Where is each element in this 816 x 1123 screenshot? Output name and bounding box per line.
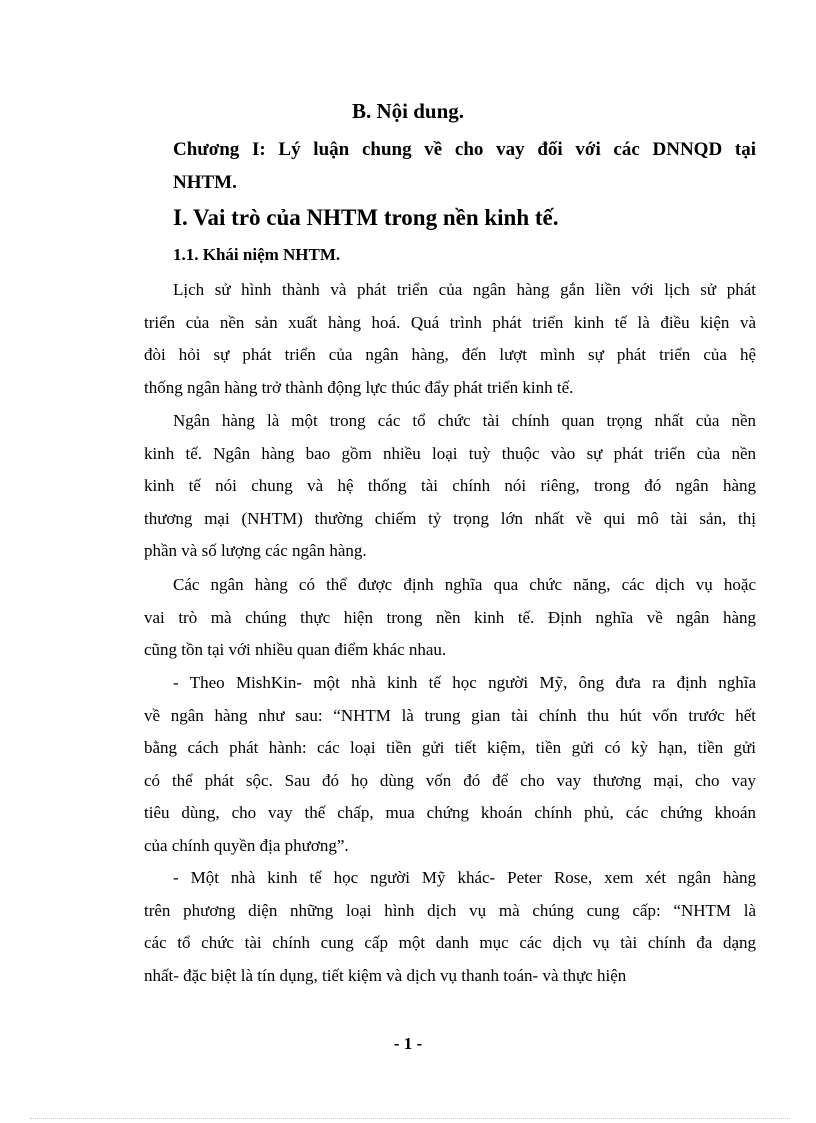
paragraph-line: trên phương diện những loại hình dịch vụ mà chúng cung cấp: “NHTM là [144,900,756,920]
paragraph-line: về ngân hàng như sau: “NHTM là trung gian tài chính thu hút vốn trước hết [144,705,756,725]
chapter-title-line-1: Chương I: Lý luận chung về cho vay đối với các DNNQD tại [173,139,756,160]
paragraph-line: kinh tế nói chung và hệ thống tài chính nói riêng, trong đó ngân hàng [144,476,756,496]
paragraph-line: của chính quyền địa phương”. [144,835,349,855]
paragraph-line: Lịch sử hình thành và phát triển của ngân hàng gắn liền với lịch sử phát [173,280,756,299]
paragraph-line: thương mại (NHTM) thường chiếm tỷ trọng lớn nhất về qui mô tài sản, thị [144,508,756,528]
paragraph-line: các tổ chức tài chính cung cấp một danh mục các dịch vụ tài chính đa dạng [144,933,756,953]
paragraph-3 [144,569,756,667]
page-number: - 1 - [393,1034,423,1053]
page-bottom-divider [30,1118,790,1119]
paragraph-1 [144,274,756,404]
heading-khai-niem-nhtm: 1.1. Khái niệm NHTM. [173,245,341,264]
chapter-title-line-2: NHTM. [173,172,237,193]
paragraph-line: đòi hỏi sự phát triển của ngân hàng, đến lượt mình sự phát triển của hệ [144,345,756,365]
paragraph-line: - Một nhà kinh tế học người Mỹ khác- Peter Rose, xem xét ngân hàng [173,868,756,887]
paragraph-line: Ngân hàng là một trong các tổ chức tài chính quan trọng nhất của nền [173,411,756,430]
paragraph-4-mishkin [144,667,756,863]
paragraph-line: tiêu dùng, cho vay thế chấp, mua chứng khoán chính phủ, các chứng khoán [144,803,756,823]
paragraph-5-peter-rose [144,862,756,992]
paragraph-line: kinh tế. Ngân hàng bao gồm nhiều loại tuỳ thuộc vào sự phát triển của nền [144,443,756,463]
heading-vai-tro-nhtm: I. Vai trò của NHTM trong nền kinh tế. [173,205,559,230]
paragraph-line: - Theo MishKin- một nhà kinh tế học người Mỹ, ông đưa ra định nghĩa [173,673,756,692]
paragraph-2 [144,405,756,568]
paragraph-line: Các ngân hàng có thể được định nghĩa qua chức năng, các dịch vụ hoặc [173,575,756,594]
paragraph-line: phần và số lượng các ngân hàng. [144,541,367,561]
paragraph-line: có thể phát sộc. Sau đó họ dùng vốn đó để cho vay thương mại, cho vay [144,770,756,790]
paragraph-line: triển của nền sản xuất hàng hoá. Quá trình phát triển kinh tế là điều kiện và [144,312,756,332]
section-title: B. Nội dung. [351,99,465,123]
paragraph-line: vai trò mà chúng thực hiện trong nền kinh tế. Định nghĩa về ngân hàng [144,607,756,627]
paragraph-line: bằng cách phát hành: các loại tiền gửi tiết kiệm, tiền gửi có kỳ hạn, tiền gửi [144,738,756,758]
paragraph-line: nhất- đặc biệt là tín dụng, tiết kiệm và dịch vụ thanh toán- và thực hiện [144,965,627,985]
paragraph-line: thống ngân hàng trở thành động lực thúc đẩy phát triển kinh tế. [144,377,574,397]
paragraph-line: cũng tồn tại với nhiều quan điểm khác nhau. [144,640,447,660]
